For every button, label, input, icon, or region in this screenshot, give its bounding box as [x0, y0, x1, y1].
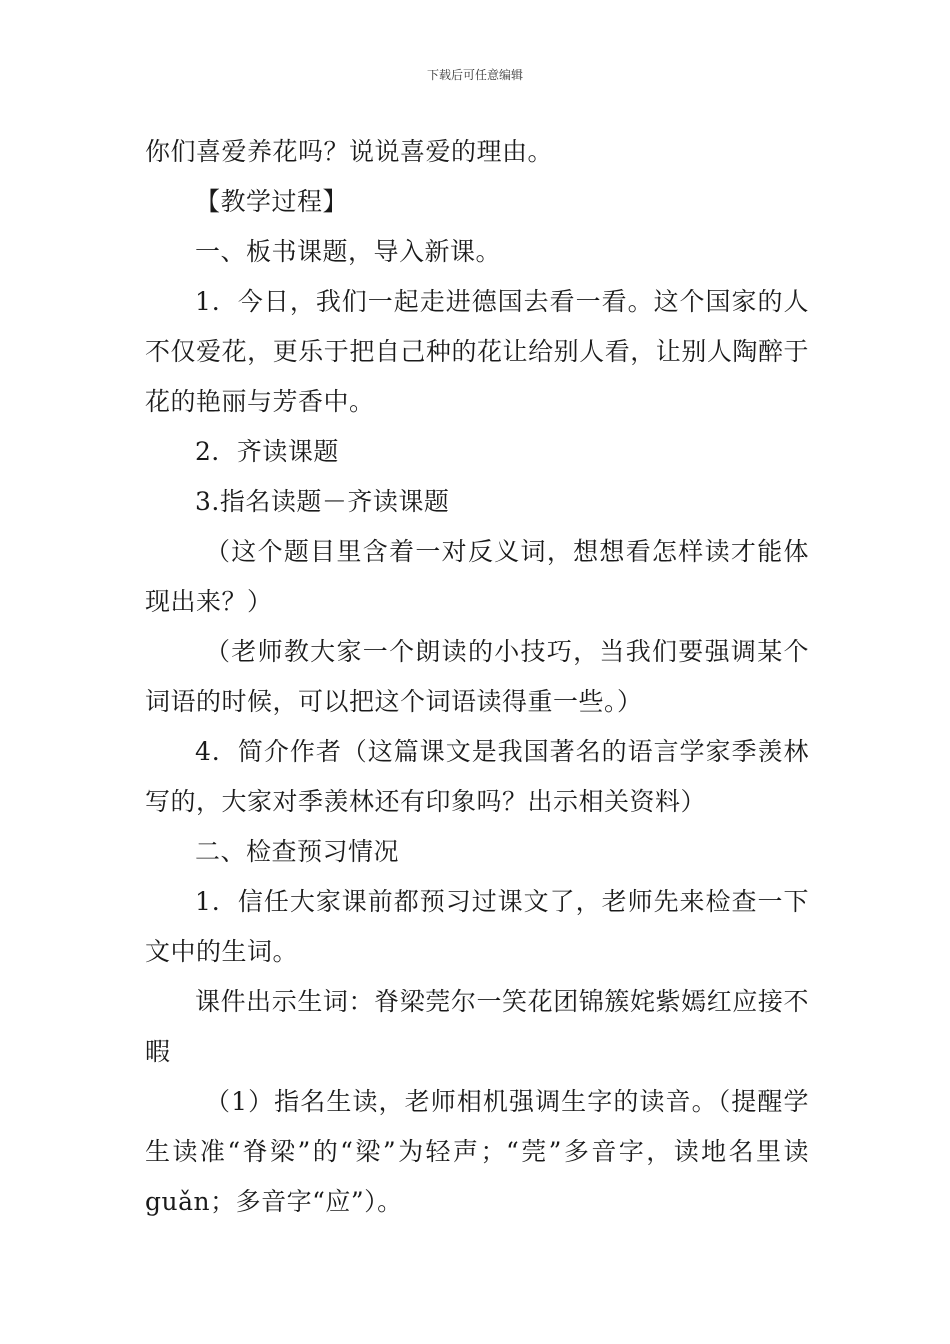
- section-heading-teaching-process: 【教学过程】: [195, 187, 349, 216]
- paragraph-intro-question: 你们喜爱养花吗？说说喜爱的理由。: [145, 137, 554, 166]
- paragraph-item-4: 4．简介作者（这篇课文是我国著名的语言学家季羡林写的，大家对季羡林还有印象吗？出示相关资料）: [145, 737, 809, 816]
- paragraph-item-2: 2．齐读课题: [195, 437, 339, 466]
- section-heading-part-one: 一、板书课题，导入新课。: [195, 237, 502, 266]
- paragraph-check-preview: 1．信任大家课前都预习过课文了，老师先来检查一下文中的生词。: [145, 887, 809, 966]
- paragraph-pronunciation: （1）指名生读，老师相机强调生字的读音。（提醒学生读准“脊梁”的“梁”为轻声；“莞”多音字，读地名里读 guǎn；多音字“应”）。: [145, 1087, 809, 1216]
- paragraph-item-1: 1．今日，我们一起走进德国去看一看。这个国家的人不仅爱花，更乐于把自己种的花让给别人看，让别人陶醉于花的艳丽与芳香中。: [145, 287, 809, 416]
- document-body: [145, 127, 809, 1227]
- section-heading-part-two: 二、检查预习情况: [195, 837, 400, 866]
- paragraph-note-antonym: （这个题目里含着一对反义词，想想看怎样读才能体现出来？）: [145, 537, 809, 616]
- paragraph-vocabulary: 课件出示生词：脊梁莞尔一笑花团锦簇姹紫嫣红应接不暇: [145, 987, 809, 1066]
- paragraph-item-3: 3.指名读题－齐读课题: [195, 487, 450, 516]
- paragraph-note-reading-tip: （老师教大家一个朗读的小技巧，当我们要强调某个词语的时候，可以把这个词语读得重一些。）: [145, 637, 809, 716]
- page-header: 下载后可任意编辑: [426, 68, 523, 82]
